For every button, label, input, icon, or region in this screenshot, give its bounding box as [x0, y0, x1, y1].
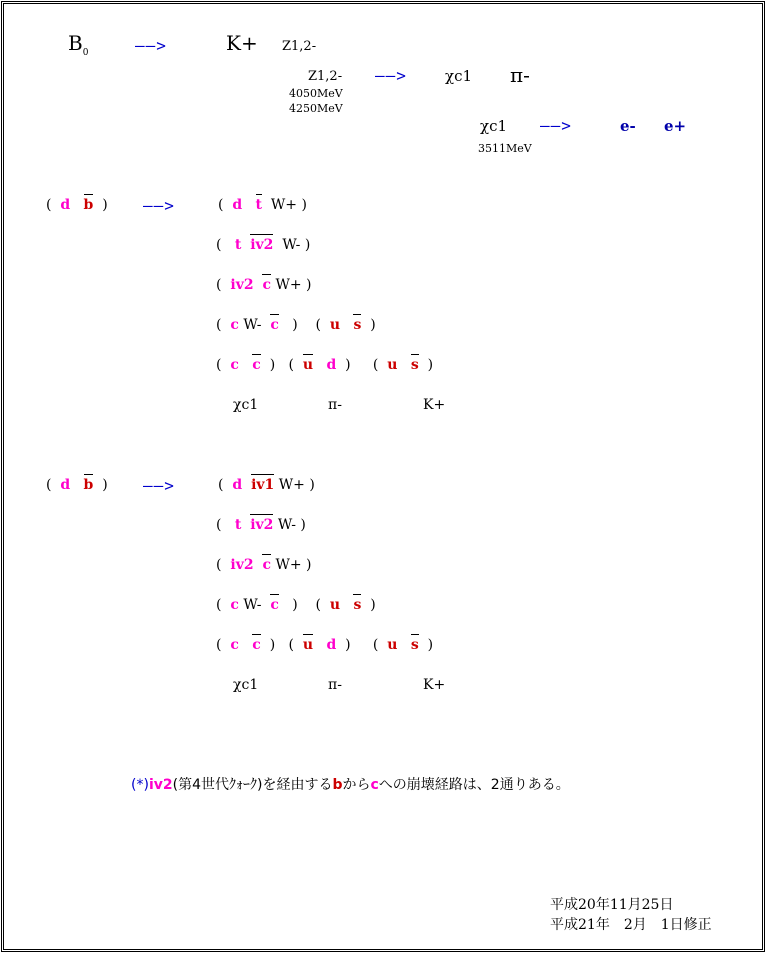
s1-row4: ( c W- c ) ( u s ) — [216, 318, 376, 332]
date-created: 平成20年11月25日 — [550, 897, 674, 913]
mass-4050: 4050MeV — [289, 87, 343, 100]
s2-pi: π- — [328, 677, 342, 693]
eminus-label: e- — [620, 117, 636, 135]
s1-row3: ( iv2 c W+ ) — [216, 278, 312, 292]
kplus-label: K+ — [226, 31, 258, 55]
z12-label-a: Z1,2- — [282, 39, 317, 54]
s1-chi: χc1 — [233, 397, 259, 413]
arrow-2: ——> — [375, 66, 407, 85]
eplus-label: e+ — [664, 117, 687, 135]
s2-row2: ( t iv2 W- ) — [216, 518, 306, 532]
s2-row3: ( iv2 c W+ ) — [216, 558, 312, 572]
s1-row2: ( t iv2 W- ) — [216, 238, 310, 252]
s2-k: K+ — [423, 677, 446, 693]
inner-border — [3, 3, 763, 950]
s1-row1: ( d t W+ ) — [218, 198, 307, 212]
s2-lhs: ( d b ) — [46, 478, 108, 492]
s1-arrow: ——> — [143, 196, 175, 215]
s1-lhs: ( d b ) — [46, 198, 108, 212]
s1-pi: π- — [328, 397, 342, 413]
mass-4250: 4250MeV — [289, 102, 343, 115]
arrow-1: ——> — [135, 36, 167, 55]
piminus-label: π- — [510, 63, 530, 87]
footnote-star: (*) — [131, 777, 149, 793]
footnote: (*)iv2(第4世代ｸｫｰｸ)を経由するbからcへの崩壊経路は、2通りある。 — [131, 777, 570, 793]
s2-arrow: ——> — [143, 476, 175, 495]
s2-row5: ( c c ) ( u d ) ( u s ) — [216, 638, 433, 652]
arrow-3: ——> — [540, 116, 572, 135]
s2-chi: χc1 — [233, 677, 259, 693]
chic1-label-b: χc1 — [480, 117, 508, 135]
s2-row1: ( d iv1 W+ ) — [218, 478, 315, 492]
b0-label: $B_0$ — [68, 31, 89, 58]
s1-k: K+ — [423, 397, 446, 413]
z12-label-b: Z1,2- — [308, 69, 343, 84]
date-revised: 平成21年 2月 1日修正 — [550, 917, 712, 933]
mass-3511: 3511MeV — [478, 142, 532, 155]
s2-row4: ( c W- c ) ( u s ) — [216, 598, 376, 612]
chic1-label-a: χc1 — [445, 67, 473, 85]
s1-row5: ( c c ) ( u d ) ( u s ) — [216, 358, 433, 372]
